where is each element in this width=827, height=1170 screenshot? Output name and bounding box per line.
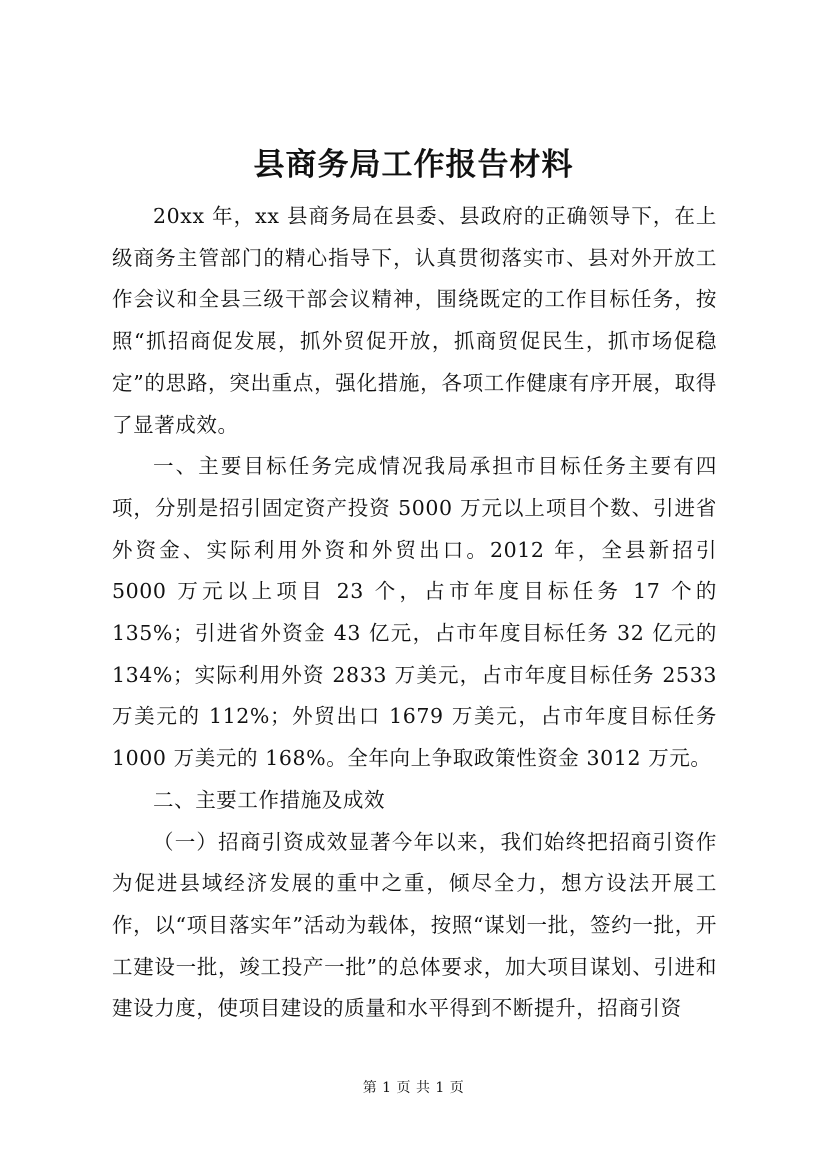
- page-footer: 第 1 页 共 1 页: [362, 1080, 465, 1096]
- paragraph-investment: （一）招商引资成效显著今年以来，我们始终把招商引资作为促进县域经济发展的重中之重，倾尽全力，想方设法开展工作，以“项目落实年”活动为载体，按照“谋划一批，签约一批，开工建设一批，竣工投产一批”的总体要求，加大项目谋划、引进和建设力度，使项目建设的质量和水平得到不断提升，招商引资: [112, 829, 717, 1021]
- document-body: [112, 196, 717, 1030]
- paragraph-section-heading: 二、主要工作措施及成效: [153, 787, 386, 812]
- document-title: 县商务局工作报告材料: [253, 147, 574, 183]
- paragraph-targets: 一、主要目标任务完成情况我局承担市目标任务主要有四项，分别是招引固定资产投资 5000 万元以上项目个数、引进省外资金、实际利用外资和外贸出口。2012 年，全县新招引 5000 万元以上项目 23 个，占市年度目标任务 17 个的 135%；引进省外资金 43 亿元，占市年度目标任务 32 亿元的 134%；实际利用外资 2833 万美元，占市年度目标任务 2533 万美元的 112%；外贸出口 1679 万美元，占市年度目标任务 1000 万美元的 168%。全年向上争取政策性资金 3012 万元。: [112, 454, 717, 771]
- paragraph-intro: 20xx 年，xx 县商务局在县委、县政府的正确领导下，在上级商务主管部门的精心指导下，认真贯彻落实市、县对外开放工作会议和全县三级干部会议精神，围绕既定的工作目标任务，按照“抓招商促发展，抓外贸促开放，抓商贸促民生，抓市场促稳定”的思路，突出重点，强化措施，各项工作健康有序开展，取得了显著成效。: [112, 204, 717, 437]
